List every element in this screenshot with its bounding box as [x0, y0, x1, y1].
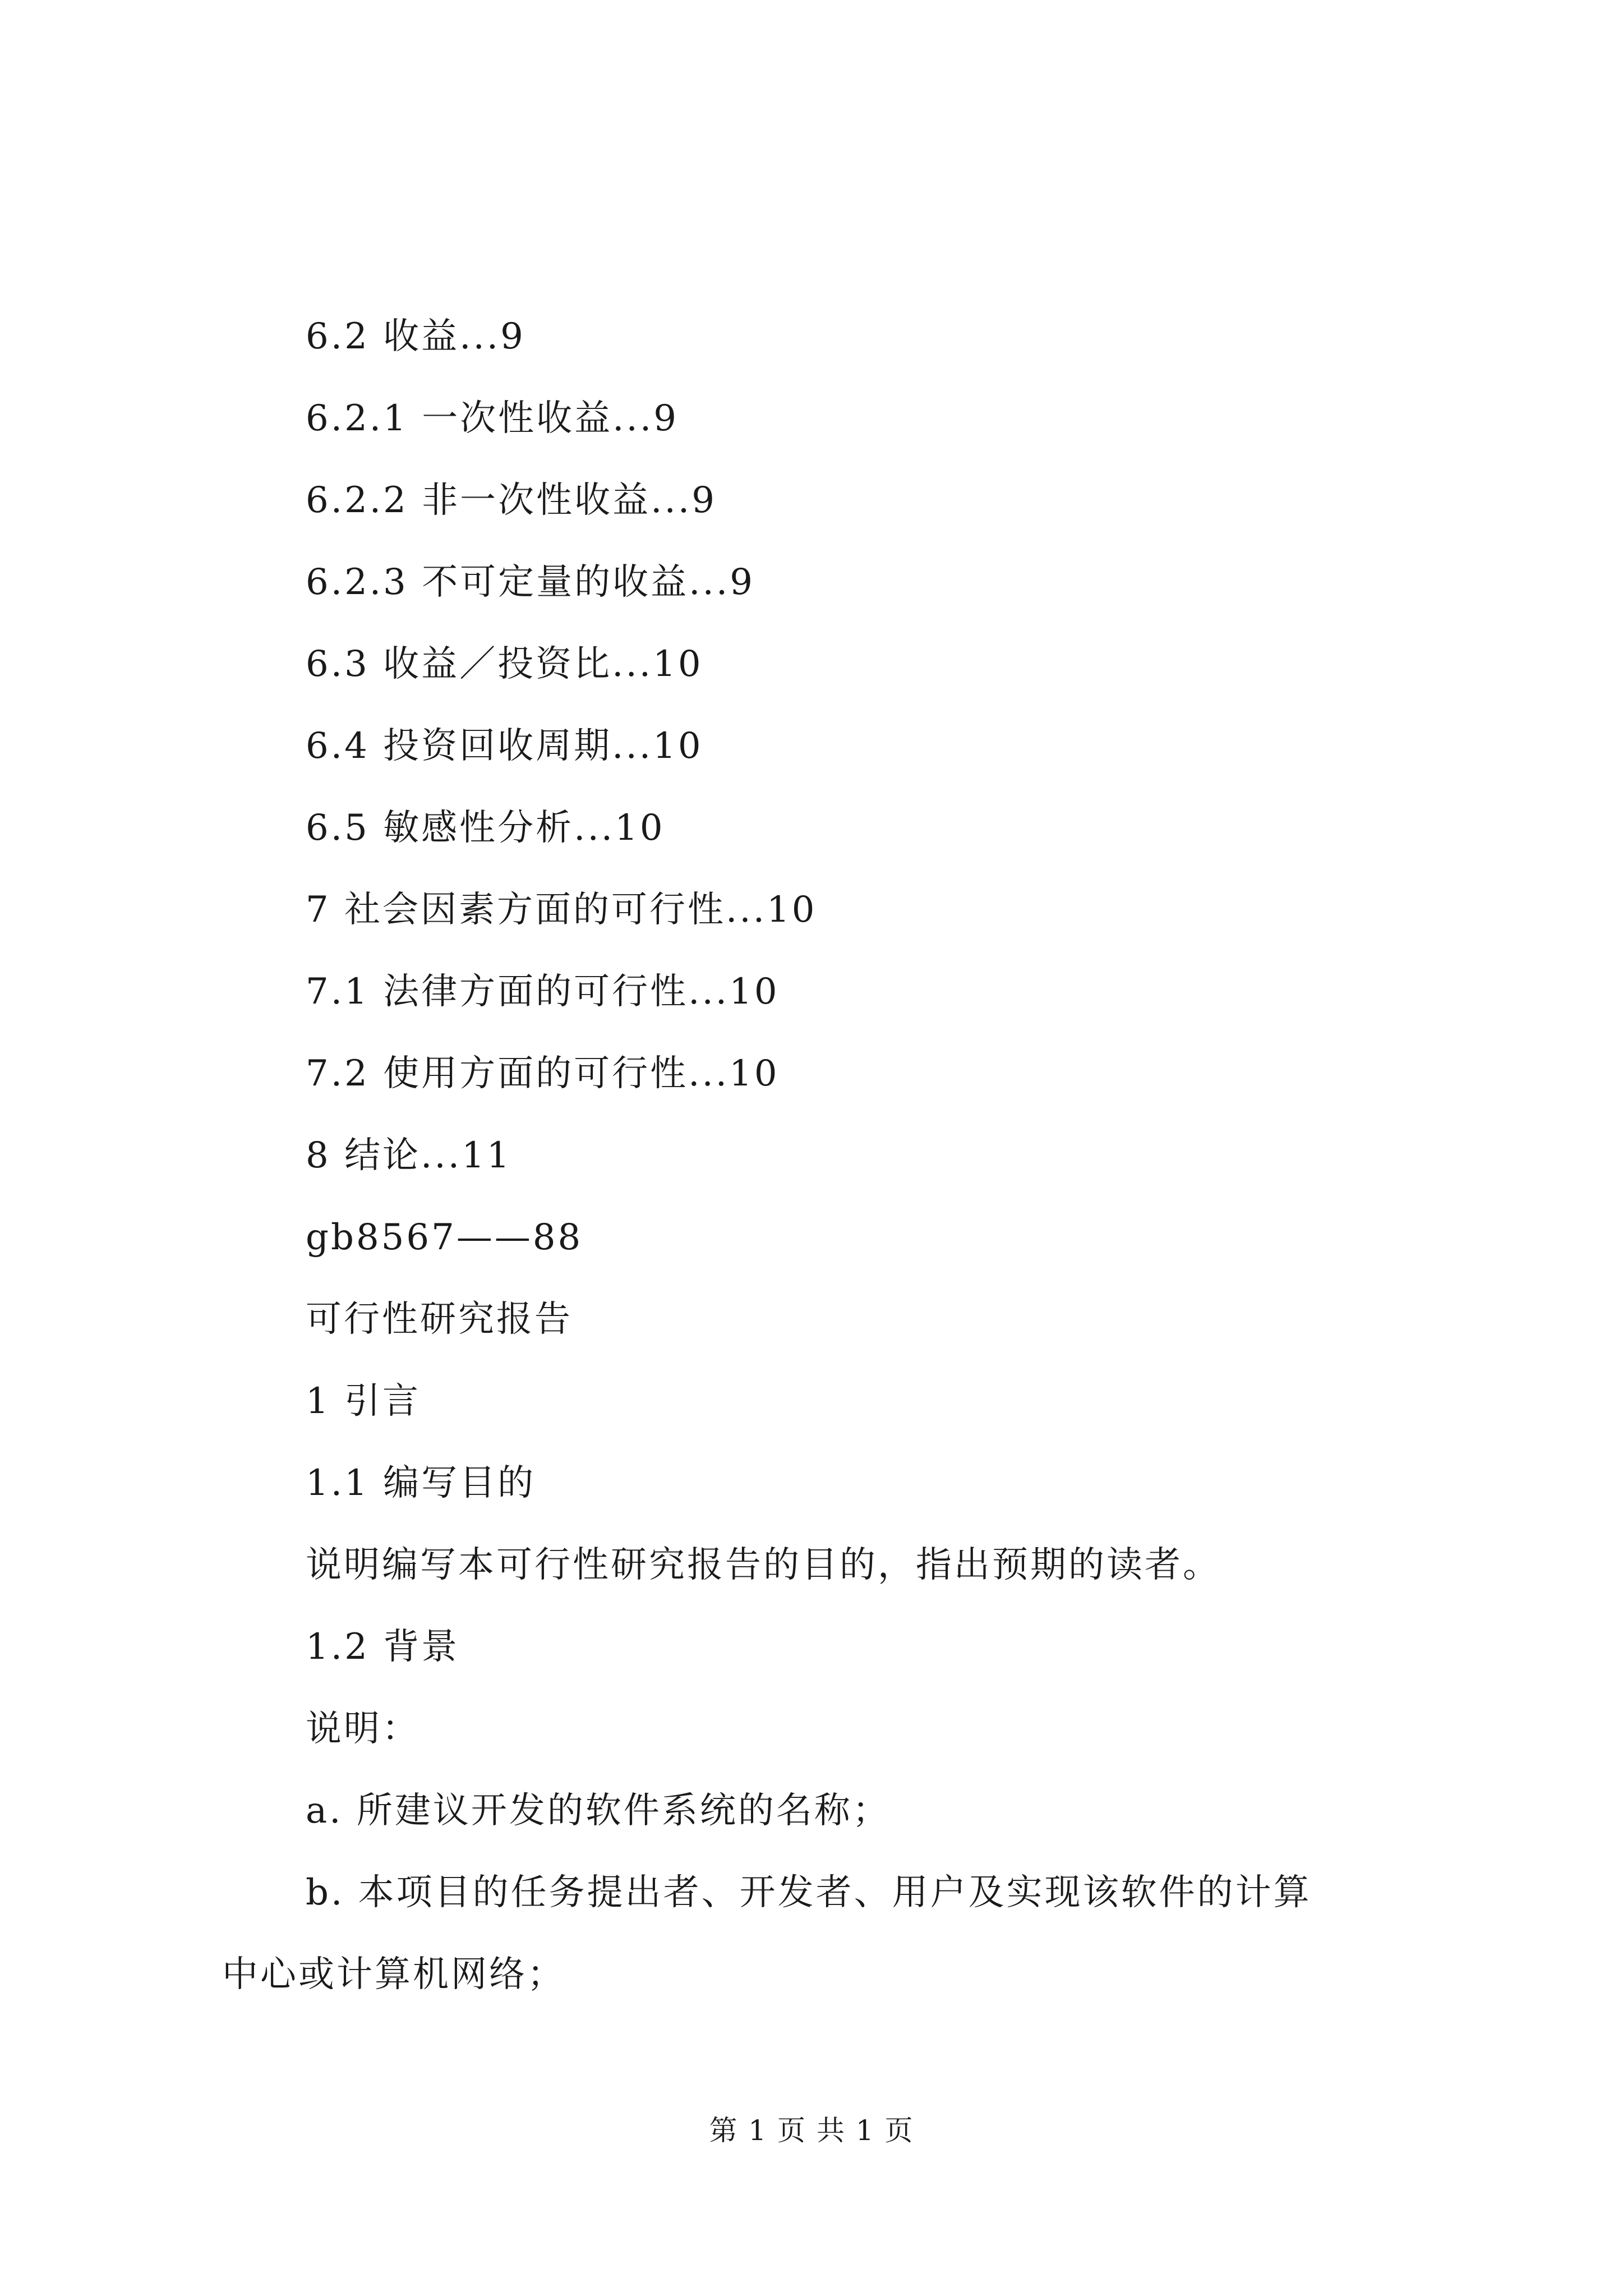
list-item: b. 本项目的任务提出者、开发者、用户及实现该软件的计算 [306, 1872, 1312, 1913]
toc-entry: 7 社会因素方面的可行性...10 [306, 889, 817, 931]
page-footer: 第 1 页 共 1 页 [709, 2114, 914, 2147]
document-title: 可行性研究报告 [306, 1299, 573, 1340]
section-heading: 1 引言 [306, 1381, 421, 1422]
toc-entry: 6.2.3 不可定量的收益...9 [306, 562, 755, 603]
toc-entry: 6.4 投资回收周期...10 [306, 725, 703, 767]
list-item-continuation: 中心或计算机网络； [222, 1954, 565, 1995]
toc-entry: 6.3 收益／投资比...10 [306, 643, 703, 685]
paragraph: 说明编写本可行性研究报告的目的，指出预期的读者。 [306, 1544, 1221, 1586]
toc-entry: 6.2.1 一次性收益...9 [306, 398, 679, 439]
toc-entry: 7.2 使用方面的可行性...10 [306, 1053, 780, 1094]
toc-entry: 6.5 敏感性分析...10 [306, 807, 665, 849]
toc-entry: 8 结论...11 [306, 1135, 512, 1176]
section-heading: 1.2 背景 [306, 1626, 460, 1668]
toc-entry: 7.1 法律方面的可行性...10 [306, 971, 780, 1013]
list-item: a. 所建议开发的软件系统的名称； [306, 1790, 891, 1832]
toc-entry: 6.2 收益...9 [306, 316, 525, 357]
paragraph: 说明： [306, 1708, 420, 1750]
standard-code: gb8567——88 [306, 1217, 583, 1258]
section-heading: 1.1 编写目的 [306, 1462, 536, 1504]
toc-entry: 6.2.2 非一次性收益...9 [306, 480, 717, 521]
